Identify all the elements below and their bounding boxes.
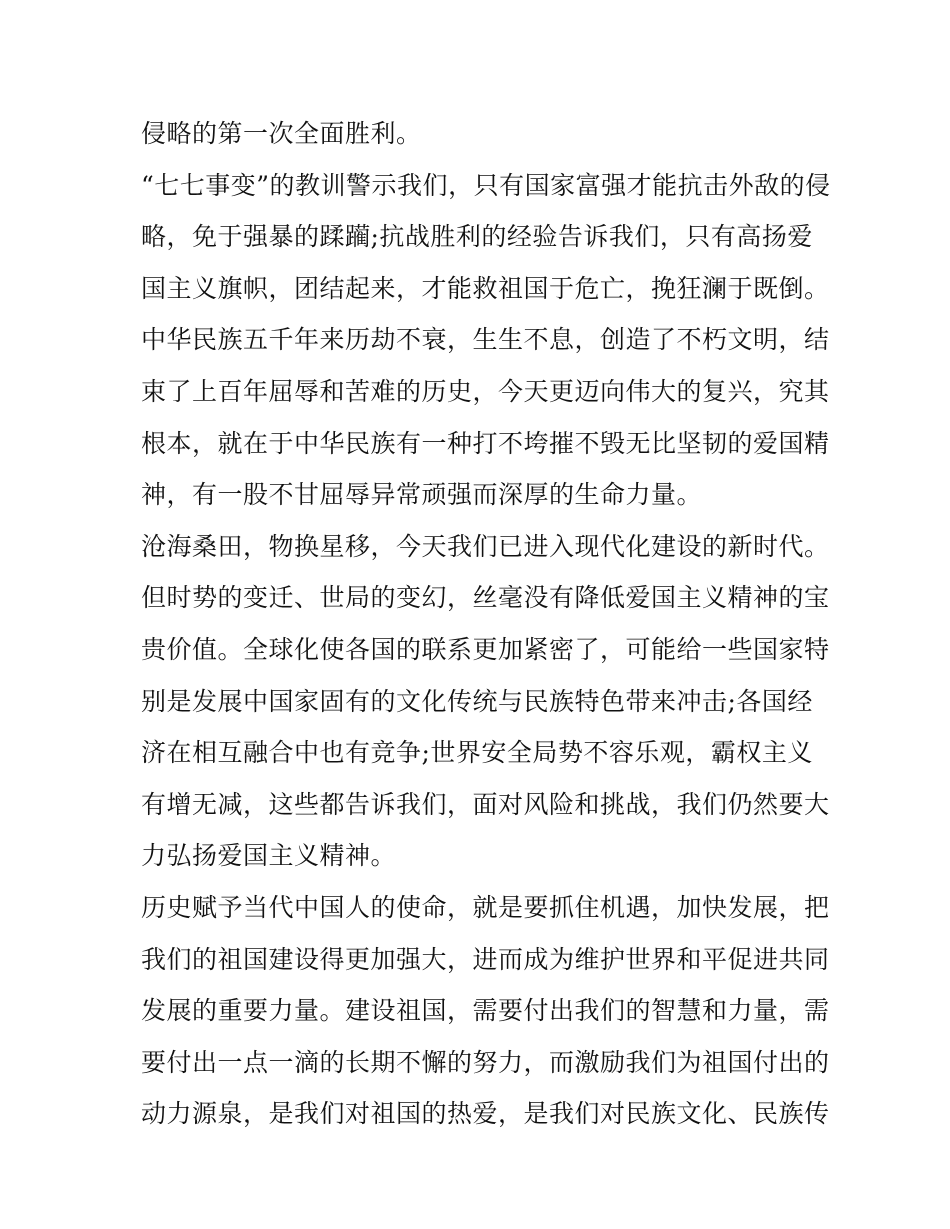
text-line: 中华民族五千年来历劫不衰，生生不息，创造了不朽文明，结 [141,325,830,355]
text-line: 济在相互融合中也有竞争;世界安全局势不容乐观，霸权主义 [141,738,813,768]
text-line: 有增无减，这些都告诉我们，面对风险和挑战，我们仍然要大 [141,789,830,819]
text-line: 要付出一点一滴的长期不懈的努力，而激励我们为祖国付出的 [141,1047,830,1077]
text-line: 束了上百年屈辱和苦难的历史，今天更迈向伟大的复兴，究其 [141,376,830,406]
text-line: 但时势的变迁、世局的变幻，丝毫没有降低爱国主义精神的宝 [141,583,830,613]
text-line: 神，有一股不甘屈辱异常顽强而深厚的生命力量。 [141,480,703,510]
text-line: 略，免于强暴的蹂躏;抗战胜利的经验告诉我们，只有高扬爱 [141,222,813,252]
text-line: 历史赋予当代中国人的使命，就是要抓住机遇，加快发展，把 [141,892,830,922]
text-line: 别是发展中国家固有的文化传统与民族特色带来冲击;各国经 [141,686,813,716]
text-line: 沧海桑田，物换星移，今天我们已进入现代化建设的新时代。 [141,531,830,561]
text-line: 贵价值。全球化使各国的联系更加紧密了，可能给一些国家特 [141,634,830,664]
text-line: 发展的重要力量。建设祖国，需要付出我们的智慧和力量，需 [141,996,830,1026]
text-line: 动力源泉，是我们对祖国的热爱，是我们对民族文化、民族传 [141,1099,830,1129]
text-line: 国主义旗帜，团结起来，才能救祖国于危亡，挽狂澜于既倒。 [141,273,830,303]
text-line: “七七事变”的教训警示我们，只有国家富强才能抗击外敌的侵 [141,170,831,200]
document-body-text [141,108,831,1140]
text-line: 力弘扬爱国主义精神。 [141,841,397,871]
text-line: 根本，就在于中华民族有一种打不垮摧不毁无比坚韧的爱国精 [141,428,830,458]
text-line: 侵略的第一次全面胜利。 [141,119,422,148]
text-line: 我们的祖国建设得更加强大，进而成为维护世界和平促进共同 [141,944,830,974]
